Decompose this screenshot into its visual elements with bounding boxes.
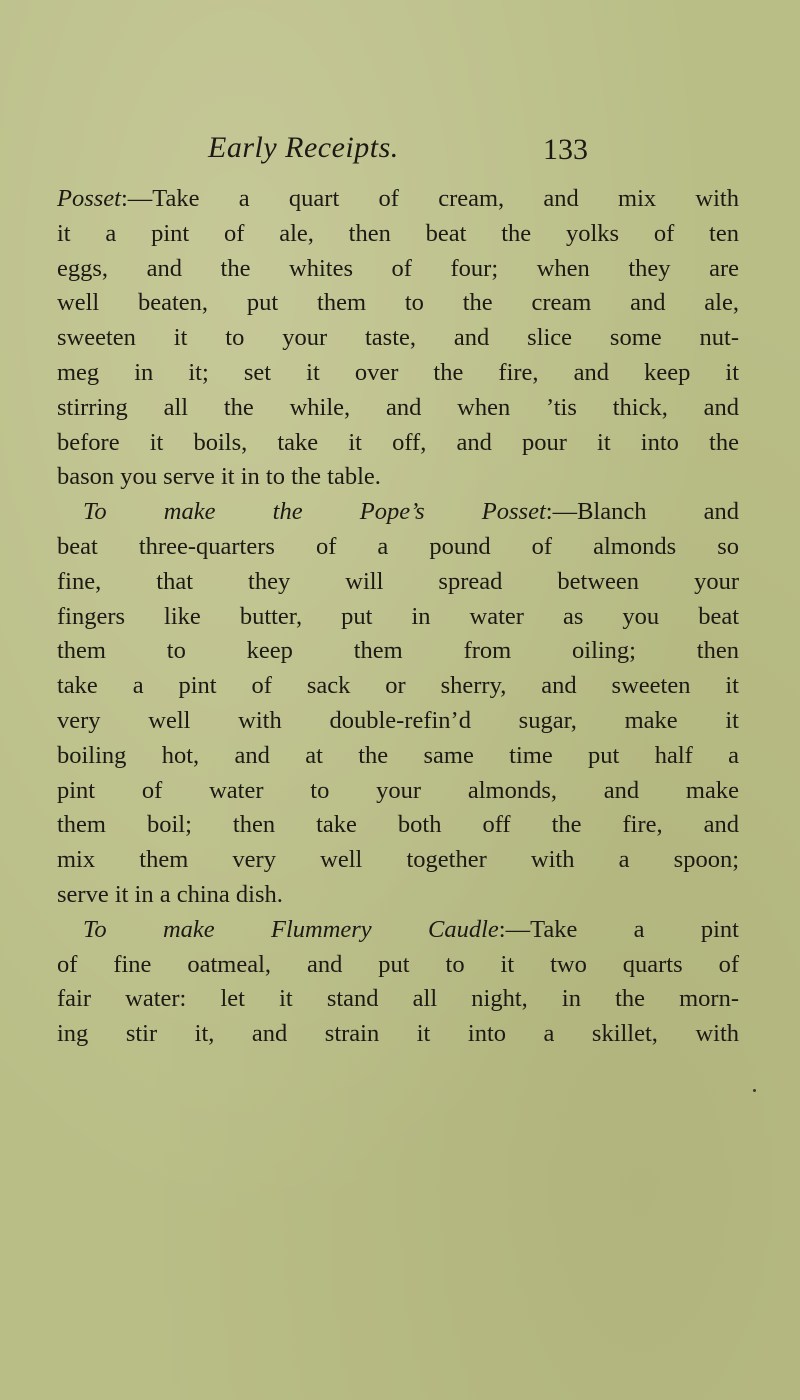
text-line	[57, 600, 739, 635]
line-text: :—Take a pint	[498, 915, 739, 943]
line-text: fine, that they will spread between your	[57, 567, 739, 595]
line-text: fingers like butter, put in water as you beat	[57, 602, 739, 630]
line-text: fair water: let it stand all night, in the morn-	[57, 985, 739, 1013]
line-text: eggs, and the whites of four; when they are	[57, 254, 739, 282]
line-text: serve it in a china dish.	[57, 880, 283, 908]
recipe-text	[57, 182, 739, 1052]
text-line	[57, 739, 739, 774]
text-line	[57, 669, 739, 704]
line-text: them to keep them from oiling; then	[57, 637, 739, 665]
line-text: well beaten, put them to the cream and ale,	[57, 289, 739, 317]
line-text: it a pint of ale, then beat the yolks of ten	[57, 219, 739, 247]
text-line	[57, 878, 739, 913]
text-line	[57, 495, 739, 530]
line-text: of fine oatmeal, and put to it two quarts of	[57, 950, 739, 978]
text-line	[57, 391, 739, 426]
text-line	[57, 634, 739, 669]
text-line	[57, 913, 739, 948]
line-text: take a pint of sack or sherry, and sweeten it	[57, 672, 739, 700]
text-line	[57, 1017, 739, 1052]
text-line	[57, 948, 739, 983]
text-line	[57, 356, 739, 391]
text-line	[57, 565, 739, 600]
line-text: :—Blanch and	[545, 498, 740, 526]
line-text: meg in it; set it over the fire, and keep it	[57, 358, 739, 386]
line-text: :—Take a quart of cream, and mix with	[120, 185, 739, 212]
line-text: beat three-quarters of a pound of almonds so	[57, 532, 739, 560]
recipe-heading: To make Flummery Caudle	[83, 915, 499, 943]
running-title: Early Receipts.	[208, 131, 399, 164]
line-text: stirring all the while, and when ’tis thick, and	[57, 393, 739, 421]
text-line	[57, 843, 739, 878]
paper-speck	[753, 1089, 756, 1092]
text-line	[57, 426, 739, 461]
text-line	[57, 530, 739, 565]
text-line	[57, 808, 739, 843]
line-text: boiling hot, and at the same time put half a	[57, 741, 739, 769]
text-line	[57, 774, 739, 809]
line-text: mix them very well together with a spoon;	[57, 846, 739, 874]
text-line	[57, 286, 739, 321]
running-head	[0, 130, 800, 174]
text-line	[57, 704, 739, 739]
line-text: pint of water to your almonds, and make	[57, 776, 739, 804]
recipe-heading: Posset	[57, 185, 121, 212]
text-line	[57, 252, 739, 287]
line-text: them boil; then take both off the fire, and	[57, 811, 739, 839]
text-line	[57, 182, 739, 217]
line-text: very well with double-refin’d sugar, make it	[57, 706, 739, 734]
line-text: before it boils, take it off, and pour it into the	[57, 428, 739, 456]
page-number: 133	[543, 133, 588, 166]
line-text: ing stir it, and strain it into a skillet, with	[57, 1020, 739, 1048]
text-line	[57, 217, 739, 252]
line-text: bason you serve it in to the table.	[57, 463, 381, 491]
recipe-heading: To make the Pope’s Posset	[83, 498, 546, 526]
text-line	[57, 321, 739, 356]
line-text: sweeten it to your taste, and slice some nut-	[57, 324, 739, 352]
text-line	[57, 982, 739, 1017]
text-line	[57, 460, 739, 495]
